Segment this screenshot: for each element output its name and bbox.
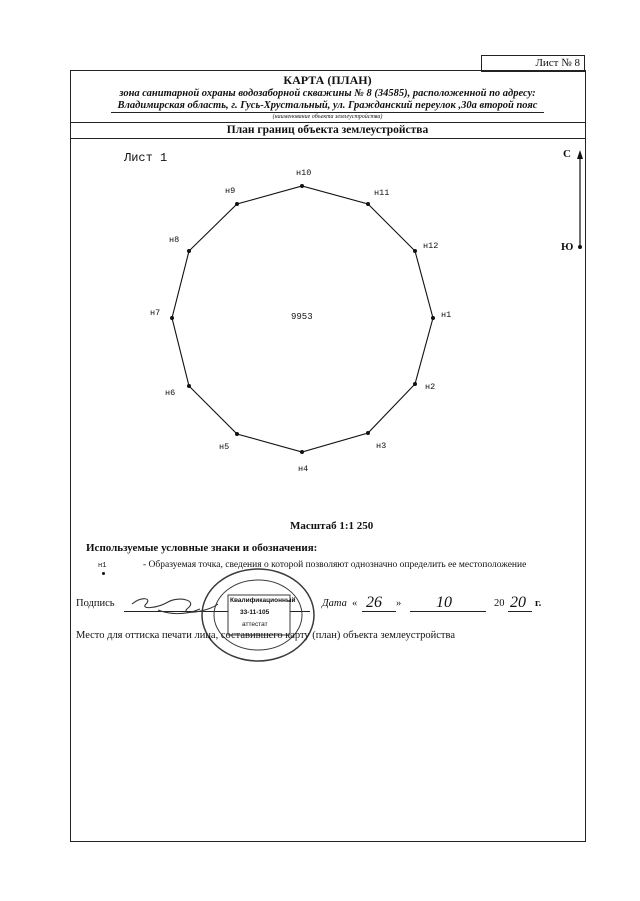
date-open-quote: « — [352, 598, 358, 609]
document-title: КАРТА (ПЛАН) — [283, 73, 372, 87]
boundary-point-1 — [431, 316, 435, 320]
stamp-line-1: Квалификационный — [230, 597, 296, 604]
date-close-quote: » — [396, 598, 402, 609]
boundary-point-label: н6 — [165, 388, 176, 398]
boundary-point-label: н4 — [298, 464, 309, 474]
boundary-point-label: н9 — [225, 186, 236, 196]
boundary-point-label: н5 — [219, 442, 230, 452]
stamp-line-3: аттестат — [242, 621, 268, 628]
boundary-point-9 — [235, 202, 239, 206]
date-label: Дата — [322, 598, 347, 609]
date-month: 10 — [436, 594, 452, 611]
boundary-point-label: н1 — [441, 310, 452, 320]
date-day: 26 — [366, 594, 382, 611]
boundary-point-12 — [413, 249, 417, 253]
boundary-point-10 — [300, 184, 304, 188]
header-sub-caption: (наименование объекта землеустройства) — [272, 114, 383, 120]
stamp-line-2: 33-11-105 — [240, 609, 270, 616]
header-line-2: Владимирская область, г. Гусь-Хрустальный, ул. Гражданский переулок ,30а второй пояс — [117, 100, 538, 111]
boundary-point-label: н8 — [169, 235, 180, 245]
boundary-point-4 — [300, 450, 304, 454]
compass-south-label: Ю — [561, 241, 574, 253]
sheet-number-box: Лист № 8 — [481, 55, 585, 72]
plan-title: План границ объекта землеустройства — [226, 124, 429, 136]
boundary-point-label: н11 — [374, 188, 390, 198]
boundary-point-label: н2 — [425, 382, 436, 392]
boundary-point-label: н3 — [376, 441, 387, 451]
signature-label: Подпись — [76, 598, 115, 609]
scale-label: Масштаб 1:1 250 — [290, 520, 374, 532]
boundary-point-7 — [170, 316, 174, 320]
header-line-1: зона санитарной охраны водозаборной скважины № 8 (34585), расположенной по адресу: — [119, 88, 536, 99]
boundary-point-8 — [187, 249, 191, 253]
boundary-point-2 — [413, 382, 417, 386]
boundary-point-6 — [187, 384, 191, 388]
boundary-point-label: н10 — [296, 168, 312, 178]
legend-description: - Образуемая точка, сведения о которой позволяют однозначно определить ее местоположение — [143, 560, 527, 570]
date-year-suffix: 20 — [510, 594, 526, 611]
seal-place-note: Место для оттиска печати лица, составившего карту (план) объекта землеустройства — [76, 630, 456, 641]
boundary-point-label: н12 — [423, 241, 439, 251]
boundary-point-label: н7 — [150, 308, 161, 318]
boundary-point-5 — [235, 432, 239, 436]
date-year-prefix: 20 — [494, 598, 505, 609]
date-year-end: г. — [535, 598, 542, 609]
boundary-point-11 — [366, 202, 370, 206]
boundary-point-3 — [366, 431, 370, 435]
legend-symbol-label: н1 — [98, 562, 107, 570]
legend-title: Используемые условные знаки и обозначения: — [86, 542, 318, 554]
sheet-label: Лист 1 — [124, 151, 168, 165]
compass-north-label: С — [563, 148, 571, 160]
legend-point-icon — [102, 572, 105, 575]
parcel-id: 9953 — [291, 312, 313, 322]
